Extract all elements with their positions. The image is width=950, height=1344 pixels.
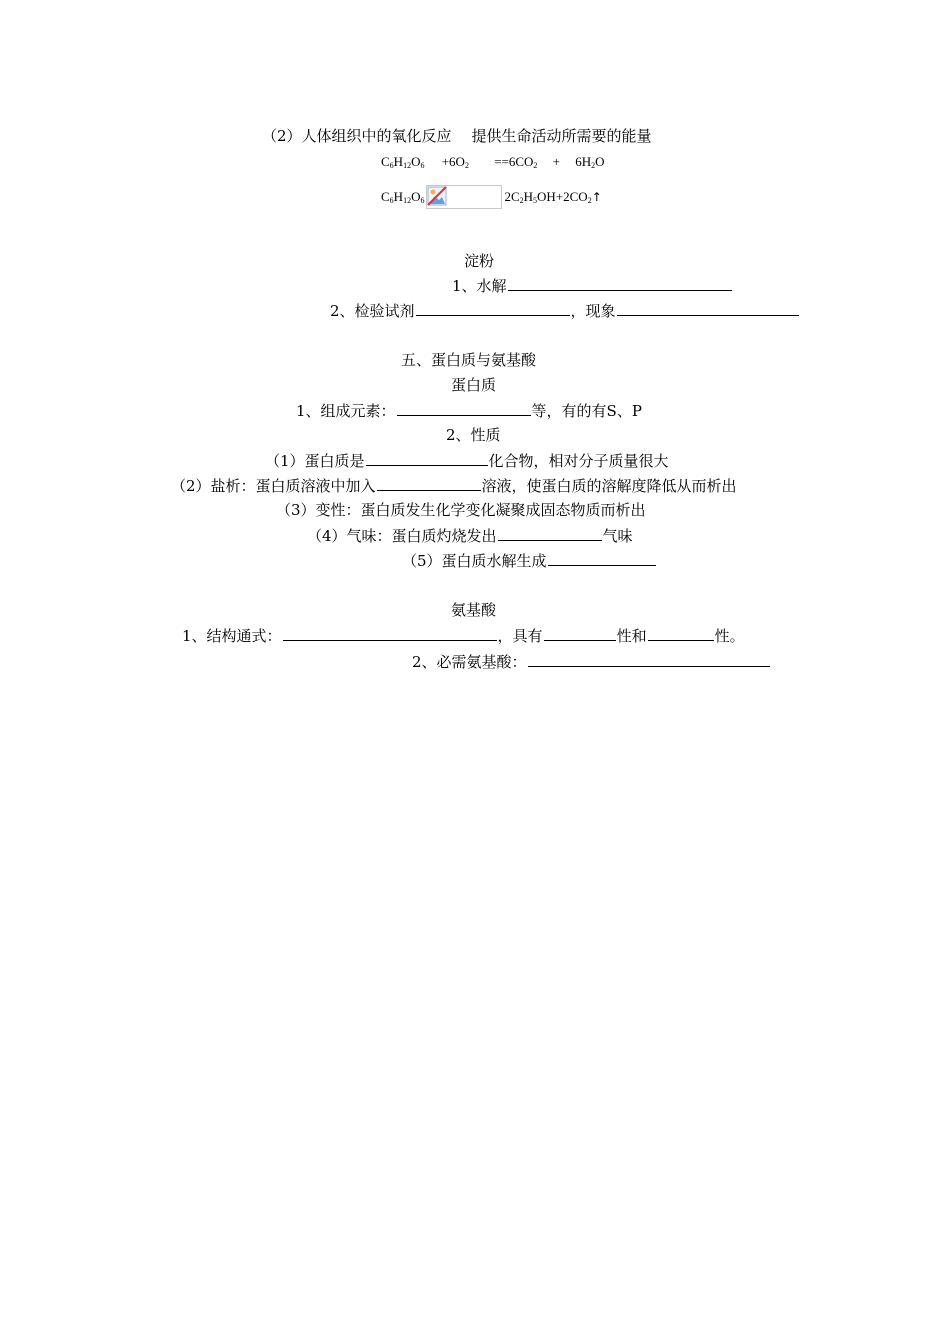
starch-reagent-blank[interactable] bbox=[416, 299, 570, 316]
protein-property-5-prefix: （5）蛋白质水解生成 bbox=[402, 552, 547, 570]
eq2-h-sub: 12 bbox=[403, 196, 412, 205]
eq1-o-sub: 6 bbox=[420, 161, 425, 170]
eq1-co2-sub: 2 bbox=[533, 161, 538, 170]
protein-title: 蛋白质 bbox=[451, 376, 497, 394]
starch-title: 淀粉 bbox=[464, 252, 495, 270]
amino-acid-formula-label: 1、结构通式： bbox=[182, 627, 282, 645]
protein-property-4-prefix: （4）气味：蛋白质灼烧发出 bbox=[307, 527, 497, 545]
starch-reagent-label: 2、检验试剂 bbox=[330, 302, 415, 320]
eq2-ethanol-c: 2C bbox=[504, 189, 520, 204]
essential-amino-acid-blank[interactable] bbox=[528, 650, 770, 667]
protein-property-5-blank[interactable] bbox=[548, 549, 656, 566]
eq2-h: H bbox=[393, 189, 404, 204]
eq1-h-sub: 12 bbox=[403, 161, 412, 170]
eq2-ethanol-h-sub: 5 bbox=[533, 196, 538, 205]
amino-acid-property-2-blank[interactable] bbox=[648, 624, 714, 641]
eq2-ethanol-h: H bbox=[523, 189, 534, 204]
starch-hydrolysis-label: 1、水解 bbox=[452, 277, 507, 295]
protein-elements-suffix: 等，有的有S、P bbox=[531, 402, 642, 420]
broken-image-icon bbox=[426, 185, 502, 209]
eq2-co2: OH+2CO bbox=[537, 189, 588, 204]
eq1-o: O bbox=[411, 154, 421, 169]
protein-property-2-suffix: 溶液，使蛋白质的溶解度降低从而析出 bbox=[481, 477, 737, 495]
protein-property-4-line bbox=[307, 524, 633, 546]
starch-hydrolysis-line bbox=[452, 274, 733, 296]
protein-elements-line bbox=[296, 399, 642, 421]
protein-elements-blank[interactable] bbox=[397, 399, 531, 416]
protein-section-title: 五、蛋白质与氨基酸 bbox=[401, 351, 537, 369]
eq1-h: H bbox=[393, 154, 404, 169]
amino-acid-prop-and: 性和 bbox=[616, 627, 647, 645]
oxidation-heading: （2）人体组织中的氧化反应 bbox=[262, 127, 452, 145]
eq1-plus: + bbox=[552, 154, 561, 169]
eq1-oxygen: +6O bbox=[441, 154, 465, 169]
eq2-o: O bbox=[411, 189, 421, 204]
image-placeholder-icon bbox=[427, 186, 447, 206]
protein-property-1-blank[interactable] bbox=[366, 449, 488, 466]
protein-property-4-blank[interactable] bbox=[498, 524, 602, 541]
gas-arrow-icon: ↑ bbox=[591, 190, 602, 204]
amino-acid-formula-line bbox=[182, 624, 745, 646]
eq1-water: 6H bbox=[575, 154, 592, 169]
starch-reagent-line bbox=[330, 299, 800, 321]
eq1-c-sub: 6 bbox=[389, 161, 394, 170]
amino-acid-formula-blank[interactable] bbox=[283, 624, 497, 641]
amino-acid-property-1-blank[interactable] bbox=[544, 624, 616, 641]
equation-glucose-oxidation bbox=[381, 151, 605, 173]
essential-amino-acid-label: 2、必需氨基酸： bbox=[412, 653, 527, 671]
oxidation-heading-line bbox=[262, 125, 652, 147]
eq2-co2-sub: 2 bbox=[587, 196, 592, 205]
protein-property-1-prefix: （1）蛋白质是 bbox=[265, 452, 365, 470]
protein-property-1-line bbox=[265, 449, 669, 471]
protein-properties-heading: 2、性质 bbox=[446, 426, 501, 444]
amino-acid-formula-mid: ，具有 bbox=[497, 627, 543, 645]
protein-property-4-suffix: 气味 bbox=[602, 527, 633, 545]
oxidation-heading-note: 提供生命活动所需要的能量 bbox=[471, 127, 652, 145]
equation-fermentation bbox=[381, 185, 602, 207]
eq1-oxygen-sub: 2 bbox=[464, 161, 469, 170]
eq2-c-sub: 6 bbox=[389, 196, 394, 205]
protein-elements-label: 1、组成元素： bbox=[296, 402, 396, 420]
eq1-water-end: O bbox=[595, 154, 605, 169]
eq2-c: C bbox=[381, 189, 390, 204]
eq2-o-sub: 6 bbox=[420, 196, 425, 205]
eq1-co2: ==6CO bbox=[494, 154, 534, 169]
eq1-water-sub: 2 bbox=[591, 161, 596, 170]
protein-property-3: （3）变性：蛋白质发生化学变化凝聚成固态物质而析出 bbox=[276, 501, 646, 519]
protein-property-5-line bbox=[402, 549, 657, 571]
starch-phenomenon-label: ，现象 bbox=[570, 302, 616, 320]
protein-property-2-blank[interactable] bbox=[377, 474, 481, 491]
amino-acid-title: 氨基酸 bbox=[451, 601, 497, 619]
eq1-c: C bbox=[381, 154, 390, 169]
starch-phenomenon-blank[interactable] bbox=[617, 299, 799, 316]
amino-acid-prop-end: 性。 bbox=[714, 627, 745, 645]
starch-hydrolysis-blank[interactable] bbox=[508, 274, 732, 291]
eq2-ethanol-c-sub: 2 bbox=[519, 196, 524, 205]
protein-property-2-line bbox=[171, 474, 737, 496]
protein-property-2-prefix: （2）盐析：蛋白质溶液中加入 bbox=[171, 477, 376, 495]
protein-property-1-suffix: 化合物，相对分子质量很大 bbox=[488, 452, 669, 470]
essential-amino-acid-line bbox=[412, 650, 771, 672]
